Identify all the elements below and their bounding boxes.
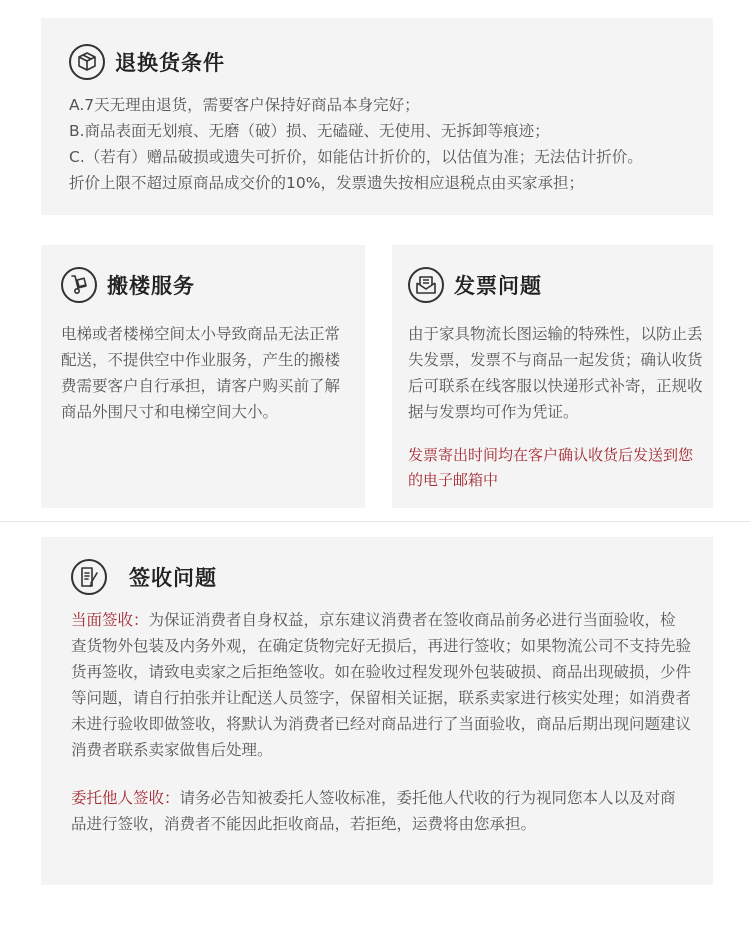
stairs-service-header (61, 267, 365, 303)
stairs-service-text: 电梯或者楼梯空间太小导致商品无法正常配送，不提供空中作业服务，产生的搬楼费需要客户自行承担，请客户购买前了解商品外围尺寸和电梯空间大小。 (61, 325, 341, 421)
box-return-icon (69, 44, 105, 80)
signing-title: 签收问题 (129, 566, 217, 590)
signing-document-icon (71, 559, 107, 595)
invoice-note: 发票寄出时间均在客户确认收货后发送到您的电子邮箱中 (408, 446, 694, 489)
return-policy-header (69, 44, 713, 80)
hand-truck-icon (61, 267, 97, 303)
return-policy-card (41, 18, 713, 215)
signing-in-person-paragraph (71, 607, 691, 763)
section-divider (0, 521, 750, 522)
proxy-text: 请务必告知被委托人签收标准，委托他人代收的行为视同您本人以及对商品进行签收，消费者不能因此拒收商品，若拒绝，运费将由您承担。 (71, 789, 676, 833)
invoice-card (392, 245, 713, 508)
signing-card (41, 537, 713, 885)
invoice-header (408, 267, 713, 303)
in-person-label: 当面签收： (71, 611, 149, 629)
return-policy-line: C.（若有）赠品破损或遗失可折价，如能估计折价的，以估值为准；无法估计折价。 (69, 148, 643, 166)
return-policy-line: B.商品表面无划痕、无磨（破）损、无磕碰、无使用、无拆卸等痕迹； (69, 122, 550, 140)
invoice-text: 由于家具物流长图运输的特殊性，以防止丢失发票，发票不与商品一起发货；确认收货后可联系在线客服以快递形式补寄，正规收据与发票均可作为凭证。 (408, 325, 703, 421)
in-person-text: 为保证消费者自身权益，京东建议消费者在签收商品前务必进行当面验收，检查货物外包装及内务外观，在确定货物完好无损后，再进行签收；如果物流公司不支持先验货再签收，请致电卖家之后拒绝签收。如在验收过程发现外包装破损、商品出现破损，少件等问题，请自行拍张并让配送人员签字，保留相关证据，联系卖家进行核实处理；如消费者未进行验收即做签收，将默认为消费者已经对商品进行了当面验收，商品后期出现问题建议消费者联系卖家做售后处理。 (71, 611, 692, 759)
proxy-label: 委托他人签收： (71, 789, 180, 807)
signing-proxy-paragraph (71, 785, 691, 837)
return-policy-title: 退换货条件 (115, 51, 225, 75)
invoice-envelope-icon (408, 267, 444, 303)
stairs-service-card (41, 245, 365, 508)
signing-header (71, 559, 713, 595)
return-policy-text (69, 92, 713, 196)
return-policy-line: 折价上限不超过原商品成交价的10%，发票遗失按相应退税点由买家承担； (69, 174, 584, 192)
invoice-title: 发票问题 (454, 274, 542, 298)
return-policy-line: A.7天无理由退货，需要客户保持好商品本身完好； (69, 96, 420, 114)
stairs-service-title: 搬楼服务 (107, 274, 195, 298)
